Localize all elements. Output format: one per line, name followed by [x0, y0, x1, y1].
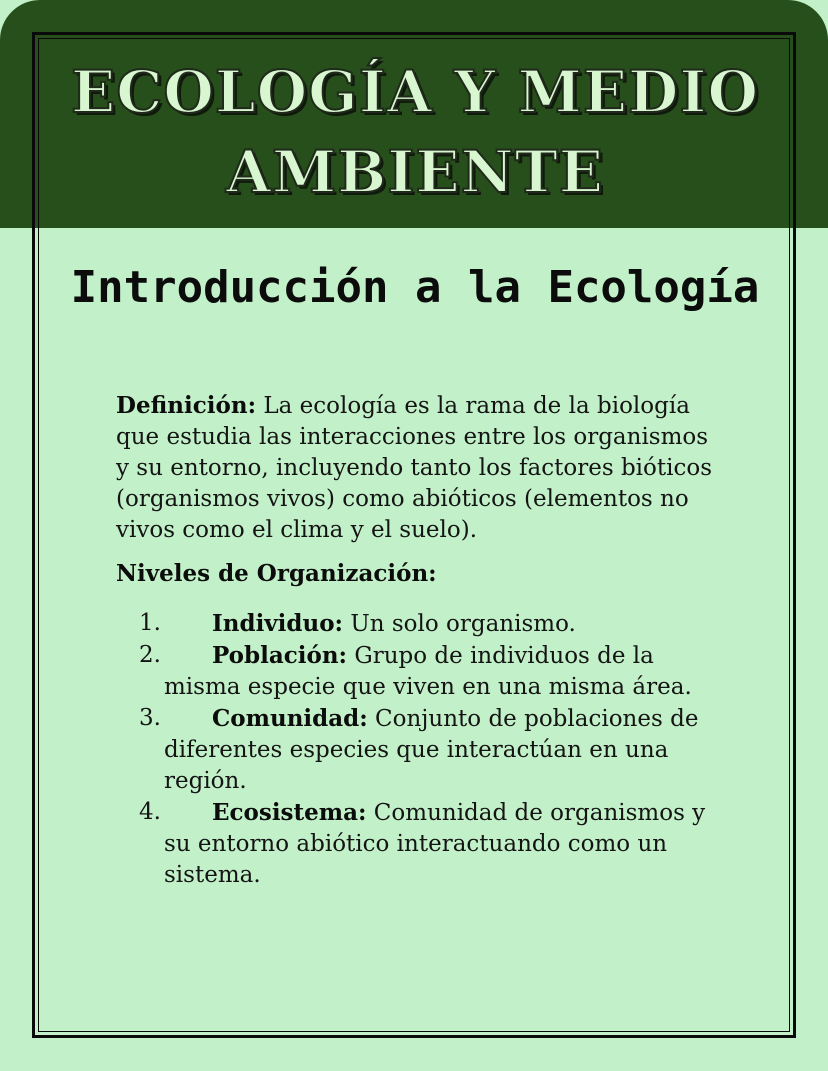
level-description: Un solo organismo.	[343, 611, 576, 637]
list-number: 2.	[139, 642, 161, 668]
list-number: 4.	[139, 799, 161, 825]
content-body	[116, 390, 726, 891]
levels-list	[116, 608, 726, 891]
level-description: Conjunto de poblaciones de diferentes especies que interactúan en una región.	[164, 706, 699, 794]
list-item	[116, 608, 726, 640]
level-term: Comunidad:	[212, 705, 368, 732]
list-number: 1.	[139, 610, 161, 636]
list-number: 3.	[139, 705, 161, 731]
level-description: Grupo de individuos de la misma especie que viven en una misma área.	[164, 643, 692, 700]
definition-paragraph	[116, 390, 726, 546]
level-description: Comunidad de organismos y su entorno abiótico interactuando como un sistema.	[164, 800, 706, 888]
list-item	[116, 703, 726, 797]
list-item	[116, 797, 726, 891]
definition-label: Definición:	[116, 392, 257, 419]
list-item	[116, 640, 726, 703]
levels-heading: Niveles de Organización:	[116, 560, 437, 587]
definition-text: La ecología es la rama de la biología que estudia las interacciones entre los organismos y su entorno, incluyendo tanto los factores bióticos (organismos vivos) como abióticos (elementos no vivos como el clima y el suelo).	[116, 393, 713, 543]
section-title: Introducción a la Ecología	[70, 262, 760, 313]
level-term: Ecosistema:	[212, 799, 367, 826]
level-term: Individuo:	[212, 610, 344, 637]
page-title: ECOLOGÍA Y MEDIO AMBIENTE	[70, 58, 759, 206]
level-term: Población:	[212, 642, 348, 669]
